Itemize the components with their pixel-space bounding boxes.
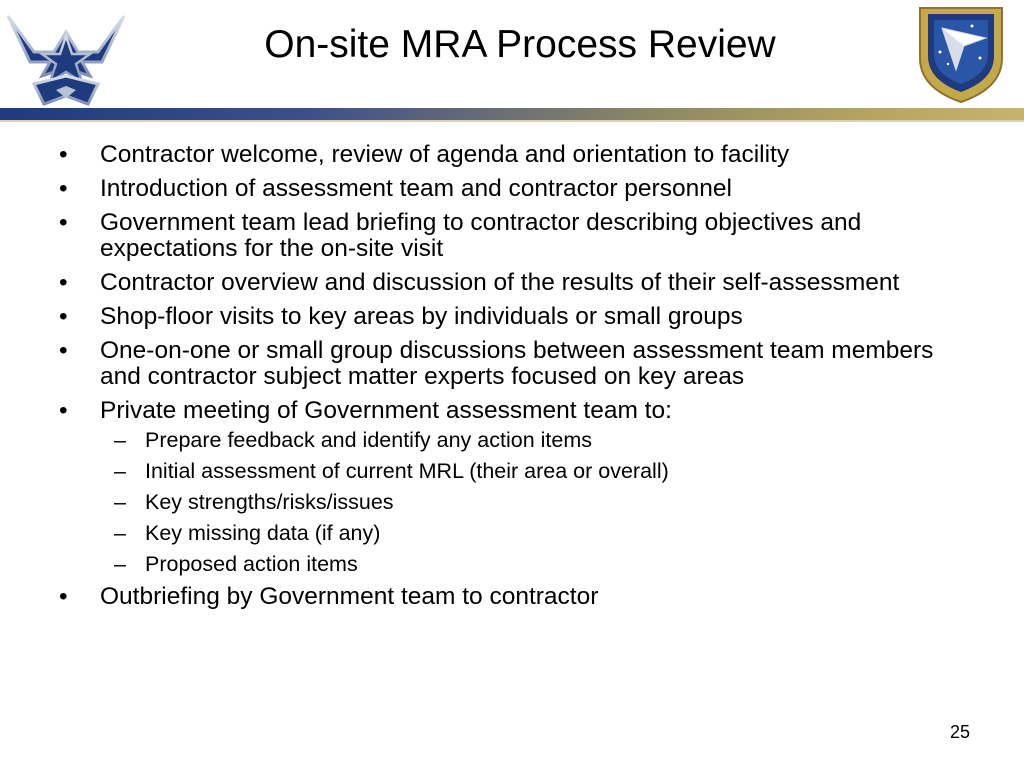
sub-bullet-text: Key strengths/risks/issues (145, 490, 394, 514)
bullet-mark: • (59, 397, 68, 424)
bullet-text: One-on-one or small group discussions between assessment team members and contractor subject matter experts focused on key areas (100, 337, 934, 390)
page-title: On-site MRA Process Review (264, 23, 776, 66)
bullet-list (56, 142, 976, 618)
sub-bullet-dash: – (114, 490, 126, 514)
air-force-symbol-icon (4, 2, 128, 110)
sub-bullet-list (100, 428, 976, 576)
bullet-mark: • (59, 175, 68, 202)
bullet-text: Shop-floor visits to key areas by individuals or small groups (100, 303, 743, 330)
bullet-mark: • (59, 269, 68, 296)
bullet-item (56, 398, 976, 576)
bullet-item (56, 142, 976, 168)
sub-bullet-item (100, 552, 976, 576)
sub-bullet-dash: – (114, 552, 126, 576)
bullet-mark: • (59, 141, 68, 168)
header-divider-shadow (0, 120, 1024, 122)
sub-bullet-dash: – (114, 459, 126, 483)
page-number: 25 (949, 722, 970, 742)
sub-bullet-text: Key missing data (if any) (145, 521, 381, 545)
bullet-text: Contractor welcome, review of agenda and orientation to facility (100, 141, 790, 168)
bullet-item (56, 584, 976, 610)
sub-bullet-text: Prepare feedback and identify any action items (145, 428, 592, 452)
sub-bullet-item (100, 490, 976, 514)
bullet-text: Private meeting of Government assessment team to: (100, 397, 672, 424)
afrl-shield-icon (912, 2, 1010, 106)
bullet-text: Outbriefing by Government team to contractor (100, 583, 599, 610)
bullet-item (56, 210, 976, 262)
bullet-text: Introduction of assessment team and contractor personnel (100, 175, 732, 202)
bullet-mark: • (59, 209, 68, 236)
sub-bullet-item (100, 459, 976, 483)
sub-bullet-item (100, 428, 976, 452)
bullet-item (56, 270, 976, 296)
bullet-mark: • (59, 583, 68, 610)
bullet-item (56, 338, 976, 390)
sub-bullet-item (100, 521, 976, 545)
sub-bullet-text: Proposed action items (145, 552, 358, 576)
bullet-text: Government team lead briefing to contractor describing objectives and expectations for the on-site visit (100, 209, 862, 262)
bullet-mark: • (59, 337, 68, 364)
bullet-item (56, 176, 976, 202)
bullet-item (56, 304, 976, 330)
sub-bullet-dash: – (114, 521, 126, 545)
bullet-mark: • (59, 303, 68, 330)
bullet-text: Contractor overview and discussion of the results of their self-assessment (100, 269, 900, 296)
sub-bullet-text: Initial assessment of current MRL (their area or overall) (145, 459, 669, 483)
sub-bullet-dash: – (114, 428, 126, 452)
header-divider (0, 108, 1024, 120)
